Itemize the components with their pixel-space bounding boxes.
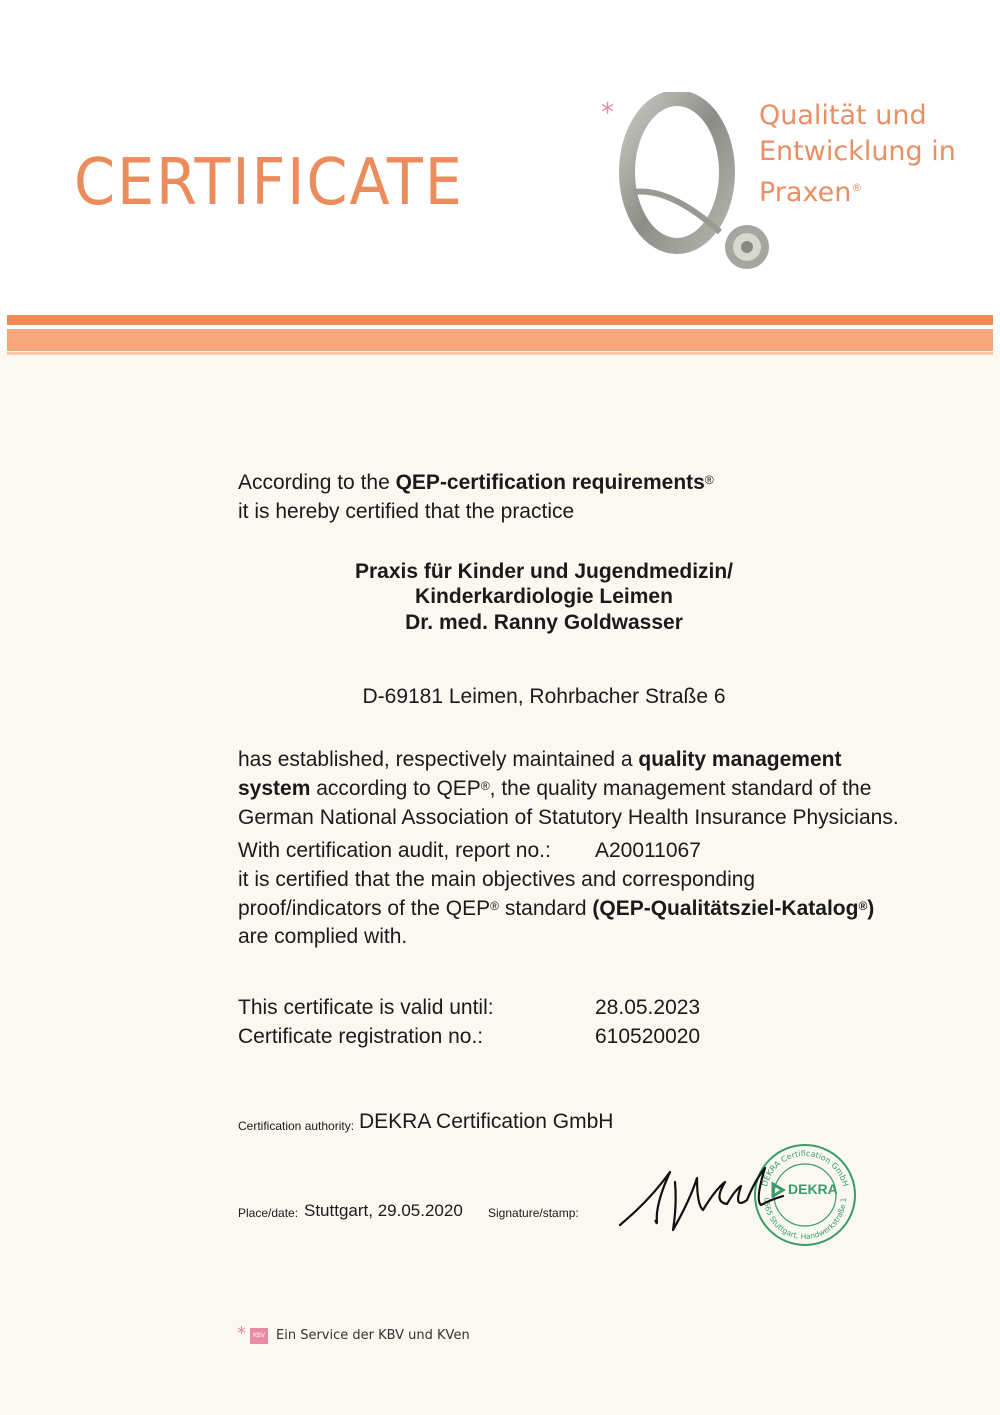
catalog-name-text: (QEP-Qualitätsziel-Katalog [592,897,859,920]
place-date-value: Stuttgart, 29.05.2020 [304,1201,463,1220]
body-line-2-bold: system [238,777,311,800]
handwritten-signature [615,1160,785,1245]
registration-label: Certificate registration no.: [238,1025,484,1048]
stamp-ring-bottom: 0565 Stuttgart, Handwerkstraße 1 [761,1197,849,1242]
header-band-top [7,315,993,325]
signature-stamp-label: Signature/stamp: [488,1206,579,1220]
asterisk-icon: * [237,1323,246,1344]
header-band-middle [7,329,993,351]
body-line-1-text: has established, respectively maintained a [238,748,639,771]
body-line-3: German National Association of Statutory Health Insurance Physicians. [238,806,899,829]
logo-line-3 [759,170,956,211]
registration-number: 610520020 [595,1025,701,1048]
catalog-name [592,897,874,920]
body-line-1-bold: quality management [638,748,842,771]
stamp-ring-top: DEKRA Certification GmbH [759,1148,851,1188]
certificate-title: CERTIFICATE [74,146,464,220]
qep-stethoscope-logo [615,92,775,282]
audit-report-number: A20011067 [595,839,701,862]
authority-label: Certification authority: [238,1119,355,1133]
valid-until-label: This certificate is valid until: [238,996,494,1019]
place-date-label: Place/date: [238,1206,299,1220]
body-line-2 [238,774,871,803]
registered-mark: ® [704,473,714,487]
registered-mark: ® [851,181,863,194]
body-line-6-mid: standard [498,897,593,920]
logo-line-3-text: Praxen [759,177,852,208]
registered-mark: ® [858,899,868,913]
footer [237,1323,470,1344]
catalog-name-close: ) [867,897,875,920]
authority-name: DEKRA Certification GmbH [359,1110,614,1133]
qep-logo-text [759,98,956,211]
body-line-5: it is certified that the main objectives and corresponding [238,868,756,891]
body-line-6 [238,894,874,923]
practice-name-1: Praxis für Kinder und Jugendmedizin/ [354,560,734,583]
valid-until-date: 28.05.2023 [595,996,701,1019]
intro-line-1 [238,468,714,497]
header-band-bottom [7,352,993,355]
intro-prefix: According to the [238,471,396,494]
body-line-2-text-end: , the quality management standard of the [489,777,872,800]
kbv-badge: KBV [250,1328,268,1344]
registered-mark: ® [480,779,490,793]
body-line-6-text: proof/indicators of the QEP [238,897,491,920]
audit-label: With certification audit, report no.: [238,839,551,862]
registered-mark: ® [490,899,499,913]
stamp-brand: DEKRA [788,1181,838,1197]
logo-line-1: Qualität und [759,100,927,131]
footer-text: Ein Service der KBV und KVen [276,1328,470,1343]
intro-bold: QEP-certification requirements [395,471,705,494]
logo-line-2: Entwicklung in [759,136,956,167]
practice-name-2: Kinderkardiologie Leimen [415,585,673,608]
body-line-2-text: according to QEP [310,777,481,800]
practice-doctor: Dr. med. Ranny Goldwasser [405,611,683,634]
body-line-7: are complied with. [238,925,408,948]
practice-address: D-69181 Leimen, Rohrbacher Straße 6 [362,685,726,708]
intro-line-2: it is hereby certified that the practice [238,500,575,523]
body-line-1 [238,745,841,774]
asterisk-icon: * [601,98,614,128]
